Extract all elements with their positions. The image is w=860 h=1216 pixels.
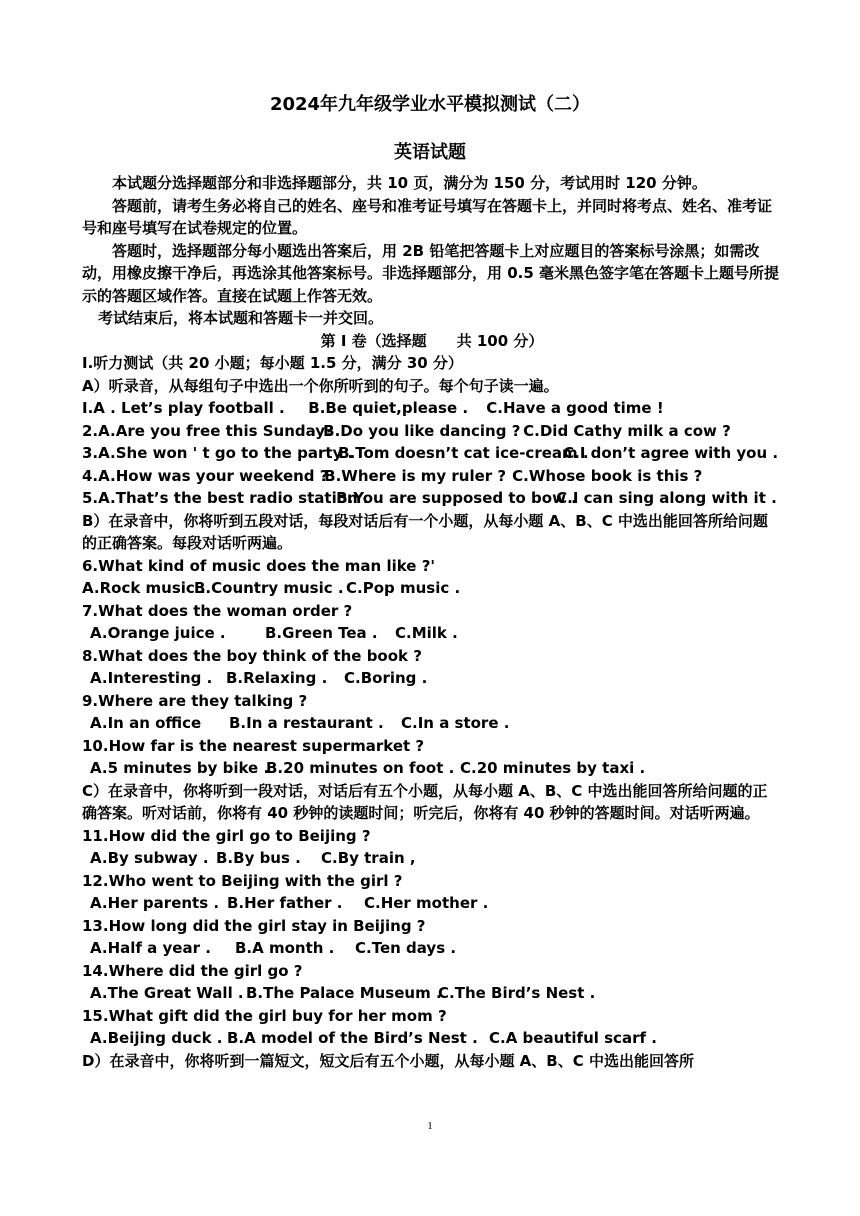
question-text: 11.How did the girl go to Beijing ? [82,826,371,845]
question-row [82,487,782,510]
instruction-1: 本试题分选择题部分和非选择题部分，共 10 页，满分为 150 分，考试用时 120 分钟。 [112,174,707,192]
option-c: C.Boring . [344,669,428,687]
option-a: A.The Great Wall . [90,984,244,1002]
option-b: B.Tom doesn’t cat ice-cream . [338,444,589,462]
part-a-intro: A）听录音，从每组句子中选出一个你所听到的句子。每个句子读一遍。 [82,376,559,395]
question-number: 2. [82,421,99,440]
option-a: A.Are you free this Sunday? [98,421,334,440]
option-a: A.Beijing duck . [90,1029,223,1047]
options-row [82,712,782,735]
question-row [82,420,782,443]
options-row [82,937,782,960]
question-text: 12.Who went to Beijing with the girl ? [82,871,403,890]
question-number: 4. [82,466,99,485]
options-row [82,667,782,690]
section-header: I.听力测试（共 20 小题；每小题 1.5 分，满分 30 分） [82,354,463,372]
option-c: C.I can sing along with it . [556,489,777,507]
option-a: A.Rock music . [82,579,206,597]
options-row [82,892,782,915]
question-row [82,442,782,465]
option-a: A.By subway . [90,849,209,867]
option-b: B.20 minutes on foot . [266,759,455,777]
question-number: 3. [82,444,99,462]
part-b-intro: B）在录音中，你将听到五段对话，每段对话后有一个小题，从每小题 A、B、C 中选出能回答所给问题的正确答案。每段对话听两遍。 [82,511,768,552]
question-row [82,397,782,420]
option-a: A.Her parents . [90,894,220,912]
option-b: B.A model of the Bird’s Nest . [227,1029,478,1047]
option-b: B.The Palace Museum . [246,984,442,1002]
page-number: 1 [427,1120,433,1132]
option-a: A.5 minutes by bike . [90,759,270,777]
option-c: C.I don’t agree with you . [563,444,779,462]
option-a: A.Interesting . [90,669,213,687]
option-c: C.Ten days . [355,939,457,957]
question-text: 8.What does the boy think of the book ? [82,646,422,665]
option-c: C.In a store . [401,714,510,732]
options-row [82,577,782,600]
exam-subtitle: 英语试题 [394,142,466,163]
question-text: 14.Where did the girl go ? [82,961,303,980]
instruction-2: 答题前，请考生务必将自己的姓名、座号和准考证号填写在答题卡上，并同时将考点、姓名、准考证号和座号填写在试卷规定的位置。 [82,196,773,237]
part-d-intro: D）在录音中，你将听到一篇短文，短文后有五个小题，从每小题 A、B、C 中选出能回答所 [82,1051,694,1070]
instruction-3: 答题时，选择题部分每小题选出答案后，用 2B 铅笔把答题卡上对应题目的答案标号涂黑；如需改动，用橡皮擦干净后，再选涂其他答案标号。非选择题部分，用 0.5 毫米黑色签字笔在答题卡上题号所提示的答题区域作答。直接在试题上作答无效。 [82,241,780,305]
question-text: 9.Where are they talking ? [82,691,308,710]
option-c: C.Whose book is this ? [512,466,703,485]
question-number: I. [82,399,94,417]
question-text: 15.What gift did the girl buy for her mom ? [82,1006,447,1025]
question-text: 10.How far is the nearest supermarket ? [82,736,425,755]
option-c: C.A beautiful scarf . [489,1029,657,1047]
option-b: B.Be quiet,please . [308,399,469,417]
question-text: 7.What does the woman order ? [82,601,353,620]
options-row [82,847,782,870]
question-number: 5. [82,489,99,507]
option-c: C.20 minutes by taxi . [460,759,646,777]
option-c: C.By train , [321,849,416,867]
instruction-4: 考试结束后，将本试题和答题卡一并交回。 [98,309,384,327]
option-b: B.Country music . [194,579,344,597]
option-a: A.She won ' t go to the party . [98,444,354,462]
option-a: A.Half a year . [90,939,211,957]
option-b: B.Where is my ruler ? [324,466,507,485]
option-b: B.Relaxing . [226,669,328,687]
option-c: C.Have a good time ! [486,399,664,417]
options-row [82,757,782,780]
volume-header: 第 I 卷（选择题 共 100 分） [320,331,544,350]
option-a: A.How was your weekend ? [98,466,329,485]
option-b: B.A month . [235,939,335,957]
question-text: 6.What kind of music does the man like ?' [82,556,435,575]
exam-title: 2024年九年级学业水平模拟测试（二） [269,94,591,115]
option-a: A.That’s the best radio station . [98,489,369,507]
option-a: A.Orange juice . [90,624,226,642]
question-text: 13.How long did the girl stay in Beijing ? [82,916,426,935]
option-b: B.Green Tea . [265,624,378,642]
options-row [82,982,782,1005]
part-c-intro: C）在录音中，你将听到一段对话，对话后有五个小题，从每小题 A、B、C 中选出能回答所给问题的正确答案。听对话前，你将有 40 秒钟的读题时间；听完后，你将有 40 秒钟的答题时间。对话听两遍。 [82,781,768,822]
option-c: C.Pop music . [346,579,461,597]
option-c: C.Her mother . [364,894,489,912]
option-c: C.The Bird’s Nest . [438,984,596,1002]
option-c: C.Milk . [395,624,458,642]
question-row [82,465,782,488]
option-b: B.Do you like dancing ? [323,421,521,440]
options-row [82,1027,782,1050]
option-b: B.By bus . [216,849,301,867]
options-row [82,622,782,645]
option-a: A . Let’s play football . [93,399,285,417]
option-c: C.Did Cathy milk a cow ? [523,421,731,440]
exam-content [82,172,782,1072]
option-a: A.In an office [90,714,202,732]
option-b: B.Her father . [227,894,343,912]
option-b: B.You are supposed to bow . [336,489,577,507]
option-b: B.In a restaurant . [229,714,384,732]
